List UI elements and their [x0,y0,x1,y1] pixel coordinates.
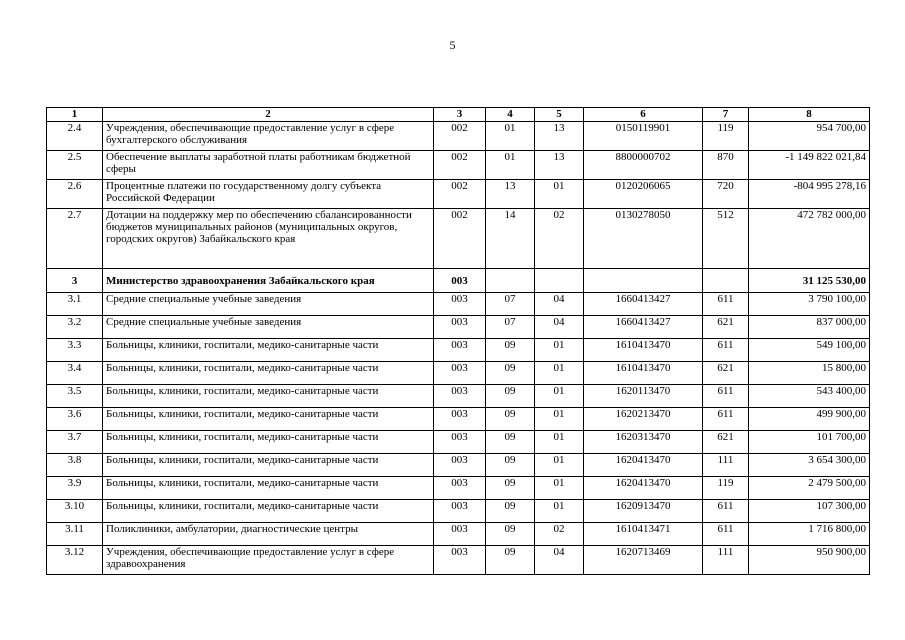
amount-cell: 543 400,00 [749,385,870,408]
ministry-code-cell: 002 [434,151,486,180]
row-name-cell: Больницы, клиники, госпитали, медико-санитарные части [103,500,434,523]
section-cell: 01 [486,151,535,180]
row-number-cell: 3 [47,269,103,293]
expense-type-cell: 611 [703,339,749,362]
expense-type-cell: 621 [703,362,749,385]
section-cell: 07 [486,293,535,316]
table-row [47,500,870,523]
subsection-cell: 01 [535,500,584,523]
subsection-cell: 01 [535,454,584,477]
row-name-cell: Поликлиники, амбулатории, диагностические центры [103,523,434,546]
row-name-cell: Больницы, клиники, госпитали, медико-санитарные части [103,454,434,477]
row-number-cell: 3.8 [47,454,103,477]
table-row [47,477,870,500]
table-row [47,122,870,151]
section-cell [486,269,535,293]
subsection-cell: 01 [535,408,584,431]
table-row [47,209,870,269]
row-number-cell: 3.9 [47,477,103,500]
subsection-cell: 13 [535,151,584,180]
subsection-cell: 01 [535,180,584,209]
ministry-code-cell: 003 [434,339,486,362]
row-name-cell: Министерство здравоохранения Забайкальского края [103,269,434,293]
row-name-cell: Больницы, клиники, госпитали, медико-санитарные части [103,362,434,385]
amount-cell: 472 782 000,00 [749,209,870,269]
target-article-cell: 1620113470 [584,385,703,408]
ministry-code-cell: 002 [434,180,486,209]
expense-type-cell [703,269,749,293]
table-body [47,122,870,575]
amount-cell: 499 900,00 [749,408,870,431]
expense-type-cell: 611 [703,523,749,546]
section-cell: 13 [486,180,535,209]
expense-type-cell: 611 [703,293,749,316]
section-cell: 09 [486,454,535,477]
ministry-code-cell: 003 [434,454,486,477]
ministry-code-cell: 003 [434,431,486,454]
expense-type-cell: 119 [703,122,749,151]
subsection-cell: 02 [535,523,584,546]
row-name-cell: Больницы, клиники, госпитали, медико-санитарные части [103,477,434,500]
target-article-cell: 0150119901 [584,122,703,151]
target-article-cell: 1620913470 [584,500,703,523]
table-row [47,385,870,408]
header-cell: 1 [47,108,103,122]
ministry-code-cell: 003 [434,385,486,408]
ministry-code-cell: 003 [434,269,486,293]
row-number-cell: 3.1 [47,293,103,316]
section-cell: 07 [486,316,535,339]
expense-type-cell: 611 [703,408,749,431]
header-cell: 6 [584,108,703,122]
section-cell: 09 [486,339,535,362]
section-cell: 09 [486,385,535,408]
row-name-cell: Больницы, клиники, госпитали, медико-санитарные части [103,408,434,431]
expense-type-cell: 611 [703,385,749,408]
row-name-cell: Средние специальные учебные заведения [103,293,434,316]
amount-cell: -804 995 278,16 [749,180,870,209]
section-cell: 14 [486,209,535,269]
row-name-cell: Средние специальные учебные заведения [103,316,434,339]
target-article-cell: 1610413471 [584,523,703,546]
row-name-cell: Больницы, клиники, госпитали, медико-санитарные части [103,339,434,362]
ministry-code-cell: 003 [434,293,486,316]
subsection-cell: 01 [535,339,584,362]
section-cell: 09 [486,362,535,385]
header-cell: 3 [434,108,486,122]
target-article-cell: 1620313470 [584,431,703,454]
subsection-cell: 04 [535,546,584,575]
amount-cell: 31 125 530,00 [749,269,870,293]
row-name-cell: Больницы, клиники, госпитали, медико-санитарные части [103,431,434,454]
table-row [47,454,870,477]
ministry-code-cell: 003 [434,408,486,431]
expense-type-cell: 621 [703,316,749,339]
section-cell: 09 [486,546,535,575]
table-row [47,546,870,575]
page-number: 5 [449,38,456,52]
table-row [47,151,870,180]
table-header [47,108,870,122]
ministry-code-cell: 002 [434,122,486,151]
table-row [47,431,870,454]
table-row [47,293,870,316]
target-article-cell: 1660413427 [584,316,703,339]
row-number-cell: 3.3 [47,339,103,362]
amount-cell: 107 300,00 [749,500,870,523]
table-row [47,316,870,339]
target-article-cell [584,269,703,293]
amount-cell: 15 800,00 [749,362,870,385]
row-number-cell: 3.7 [47,431,103,454]
row-number-cell: 3.12 [47,546,103,575]
subsection-cell: 13 [535,122,584,151]
header-cell: 2 [103,108,434,122]
row-number-cell: 3.6 [47,408,103,431]
expense-type-cell: 720 [703,180,749,209]
expense-type-cell: 870 [703,151,749,180]
subsection-cell [535,269,584,293]
table-row [47,362,870,385]
subsection-cell: 01 [535,477,584,500]
target-article-cell: 1660413427 [584,293,703,316]
ministry-code-cell: 003 [434,316,486,339]
amount-cell: 1 716 800,00 [749,523,870,546]
section-cell: 09 [486,431,535,454]
amount-cell: 837 000,00 [749,316,870,339]
expense-type-cell: 621 [703,431,749,454]
target-article-cell: 1620713469 [584,546,703,575]
amount-cell: 2 479 500,00 [749,477,870,500]
row-number-cell: 2.7 [47,209,103,269]
row-name-cell: Дотации на поддержку мер по обеспечению сбалансированности бюджетов муниципальных районов (муниципальных округов, городских округов) Забайкальского края [103,209,434,269]
header-row [47,108,870,122]
expense-type-cell: 512 [703,209,749,269]
table-row [47,269,870,293]
subsection-cell: 04 [535,293,584,316]
section-cell: 09 [486,523,535,546]
row-number-cell: 2.6 [47,180,103,209]
row-name-cell: Больницы, клиники, госпитали, медико-санитарные части [103,385,434,408]
target-article-cell: 0130278050 [584,209,703,269]
ministry-code-cell: 002 [434,209,486,269]
amount-cell: 950 900,00 [749,546,870,575]
target-article-cell: 1620413470 [584,477,703,500]
subsection-cell: 02 [535,209,584,269]
amount-cell: 101 700,00 [749,431,870,454]
target-article-cell: 1610413470 [584,339,703,362]
subsection-cell: 04 [535,316,584,339]
amount-cell: 549 100,00 [749,339,870,362]
ministry-code-cell: 003 [434,500,486,523]
table-row [47,523,870,546]
amount-cell: 3 790 100,00 [749,293,870,316]
row-number-cell: 3.2 [47,316,103,339]
amount-cell: 954 700,00 [749,122,870,151]
expense-type-cell: 119 [703,477,749,500]
ministry-code-cell: 003 [434,477,486,500]
ministry-code-cell: 003 [434,546,486,575]
row-number-cell: 3.4 [47,362,103,385]
header-cell: 8 [749,108,870,122]
row-name-cell: Учреждения, обеспечивающие предоставление услуг в сфере бухгалтерского обслуживания [103,122,434,151]
row-name-cell: Процентные платежи по государственному долгу субъекта Российской Федерации [103,180,434,209]
ministry-code-cell: 003 [434,523,486,546]
row-name-cell: Обеспечение выплаты заработной платы работникам бюджетной сферы [103,151,434,180]
target-article-cell: 8800000702 [584,151,703,180]
section-cell: 01 [486,122,535,151]
header-cell: 5 [535,108,584,122]
table-row [47,408,870,431]
amount-cell: -1 149 822 021,84 [749,151,870,180]
section-cell: 09 [486,408,535,431]
ministry-code-cell: 003 [434,362,486,385]
budget-table [46,107,870,575]
target-article-cell: 1610413470 [584,362,703,385]
subsection-cell: 01 [535,362,584,385]
row-number-cell: 3.5 [47,385,103,408]
row-name-cell: Учреждения, обеспечивающие предоставление услуг в сфере здравоохранения [103,546,434,575]
target-article-cell: 1620413470 [584,454,703,477]
table-row [47,339,870,362]
row-number-cell: 2.4 [47,122,103,151]
subsection-cell: 01 [535,385,584,408]
header-cell: 7 [703,108,749,122]
header-cell: 4 [486,108,535,122]
subsection-cell: 01 [535,431,584,454]
row-number-cell: 3.10 [47,500,103,523]
section-cell: 09 [486,477,535,500]
row-number-cell: 2.5 [47,151,103,180]
target-article-cell: 1620213470 [584,408,703,431]
target-article-cell: 0120206065 [584,180,703,209]
expense-type-cell: 111 [703,454,749,477]
expense-type-cell: 111 [703,546,749,575]
expense-type-cell: 611 [703,500,749,523]
amount-cell: 3 654 300,00 [749,454,870,477]
row-number-cell: 3.11 [47,523,103,546]
table-row [47,180,870,209]
section-cell: 09 [486,500,535,523]
